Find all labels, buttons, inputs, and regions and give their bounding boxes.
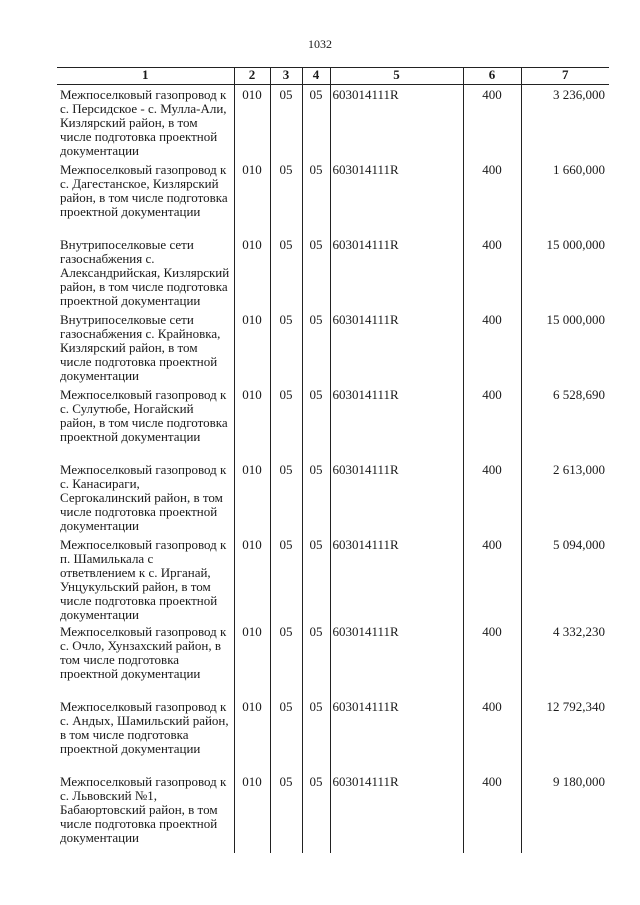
- table-row: [57, 385, 609, 460]
- expense-type-cell: 400: [463, 235, 521, 310]
- subsection-cell: 05: [302, 535, 330, 622]
- subsection-cell: 05: [302, 772, 330, 853]
- target-article-cell: 603014111R: [330, 535, 463, 622]
- object-name-cell: Межпоселковый газопровод к с. Канасираги, Сергокалинский район, в том числе подготовка проектной документации: [60, 461, 227, 533]
- target-article-cell: 603014111R: [330, 385, 463, 460]
- column-header: 7: [521, 68, 609, 85]
- subsection-cell: 05: [302, 85, 330, 160]
- subsection-cell: 05: [302, 385, 330, 460]
- ministry-code-cell: 010: [234, 310, 270, 385]
- object-name-cell: Внутрипоселковые сети газоснабжения с. Крайновка, Кизлярский район, в том числе подготовка проектной документации: [60, 311, 221, 383]
- object-name-cell: Межпоселковый газопровод к с. Львовский №1, Бабаюртовский район, в том числе подготовка проектной документации: [60, 773, 227, 845]
- subsection-cell: 05: [302, 697, 330, 772]
- table-row: [57, 697, 609, 772]
- target-article-cell: 603014111R: [330, 85, 463, 160]
- column-header: 5: [330, 68, 463, 85]
- ministry-code-cell: 010: [234, 460, 270, 535]
- amount-cell: 9 180,000: [521, 772, 609, 853]
- expense-type-cell: 400: [463, 85, 521, 160]
- table-row: [57, 310, 609, 385]
- table-row: [57, 235, 609, 310]
- target-article-cell: 603014111R: [330, 772, 463, 853]
- section-cell: 05: [270, 535, 302, 622]
- table-header-row: [57, 68, 609, 85]
- amount-cell: 3 236,000: [521, 85, 609, 160]
- subsection-cell: 05: [302, 235, 330, 310]
- expense-type-cell: 400: [463, 535, 521, 622]
- amount-cell: 15 000,000: [521, 310, 609, 385]
- table-row: [57, 460, 609, 535]
- expense-type-cell: 400: [463, 697, 521, 772]
- section-cell: 05: [270, 385, 302, 460]
- section-cell: 05: [270, 460, 302, 535]
- expense-type-cell: 400: [463, 160, 521, 235]
- column-header: 2: [234, 68, 270, 85]
- section-cell: 05: [270, 235, 302, 310]
- object-name-cell: Межпоселковый газопровод к с. Очло, Хунзахский район, в том числе подготовка проектной документации: [60, 623, 227, 681]
- column-header: 3: [270, 68, 302, 85]
- object-name-cell: Межпоселковый газопровод к с. Дагестанское, Кизлярский район, в том числе подготовка проектной документации: [60, 161, 228, 219]
- target-article-cell: 603014111R: [330, 460, 463, 535]
- subsection-cell: 05: [302, 160, 330, 235]
- target-article-cell: 603014111R: [330, 622, 463, 697]
- table-row: [57, 85, 609, 160]
- section-cell: 05: [270, 772, 302, 853]
- ministry-code-cell: 010: [234, 697, 270, 772]
- object-name-cell: Внутрипоселковые сети газоснабжения с. Александрийская, Кизлярский район, в том числе подготовка проектной документации: [60, 236, 230, 308]
- table-row: [57, 622, 609, 697]
- budget-table: [57, 67, 609, 853]
- expense-type-cell: 400: [463, 460, 521, 535]
- target-article-cell: 603014111R: [330, 310, 463, 385]
- amount-cell: 15 000,000: [521, 235, 609, 310]
- ministry-code-cell: 010: [234, 85, 270, 160]
- ministry-code-cell: 010: [234, 385, 270, 460]
- column-header: 1: [57, 68, 234, 85]
- section-cell: 05: [270, 160, 302, 235]
- ministry-code-cell: 010: [234, 235, 270, 310]
- ministry-code-cell: 010: [234, 622, 270, 697]
- target-article-cell: 603014111R: [330, 697, 463, 772]
- ministry-code-cell: 010: [234, 160, 270, 235]
- amount-cell: 2 613,000: [521, 460, 609, 535]
- ministry-code-cell: 010: [234, 772, 270, 853]
- amount-cell: 6 528,690: [521, 385, 609, 460]
- section-cell: 05: [270, 85, 302, 160]
- expense-type-cell: 400: [463, 772, 521, 853]
- column-header: 6: [463, 68, 521, 85]
- page-number: 1032: [308, 37, 332, 51]
- subsection-cell: 05: [302, 622, 330, 697]
- amount-cell: 12 792,340: [521, 697, 609, 772]
- expense-type-cell: 400: [463, 622, 521, 697]
- column-header: 4: [302, 68, 330, 85]
- ministry-code-cell: 010: [234, 535, 270, 622]
- expense-type-cell: 400: [463, 310, 521, 385]
- object-name-cell: Межпоселковый газопровод к с. Андых, Шамильский район, в том числе подготовка проектной документации: [60, 698, 229, 756]
- amount-cell: 5 094,000: [521, 535, 609, 622]
- object-name-cell: Межпоселковый газопровод к с. Персидское - с. Мулла-Али, Кизлярский район, в том числе подготовка проектной документации: [60, 87, 227, 158]
- subsection-cell: 05: [302, 310, 330, 385]
- target-article-cell: 603014111R: [330, 160, 463, 235]
- subsection-cell: 05: [302, 460, 330, 535]
- target-article-cell: 603014111R: [330, 235, 463, 310]
- object-name-cell: Межпоселковый газопровод к п. Шамилькала с ответвлением к с. Ирганай, Унцукульский район, в том числе подготовка проектной документации: [60, 536, 227, 622]
- section-cell: 05: [270, 622, 302, 697]
- table-row: [57, 772, 609, 853]
- table-row: [57, 535, 609, 622]
- section-cell: 05: [270, 697, 302, 772]
- object-name-cell: Межпоселковый газопровод к с. Сулутюбе, Ногайский район, в том числе подготовка проектной документации: [60, 386, 228, 444]
- amount-cell: 1 660,000: [521, 160, 609, 235]
- expense-type-cell: 400: [463, 385, 521, 460]
- section-cell: 05: [270, 310, 302, 385]
- table-row: [57, 160, 609, 235]
- amount-cell: 4 332,230: [521, 622, 609, 697]
